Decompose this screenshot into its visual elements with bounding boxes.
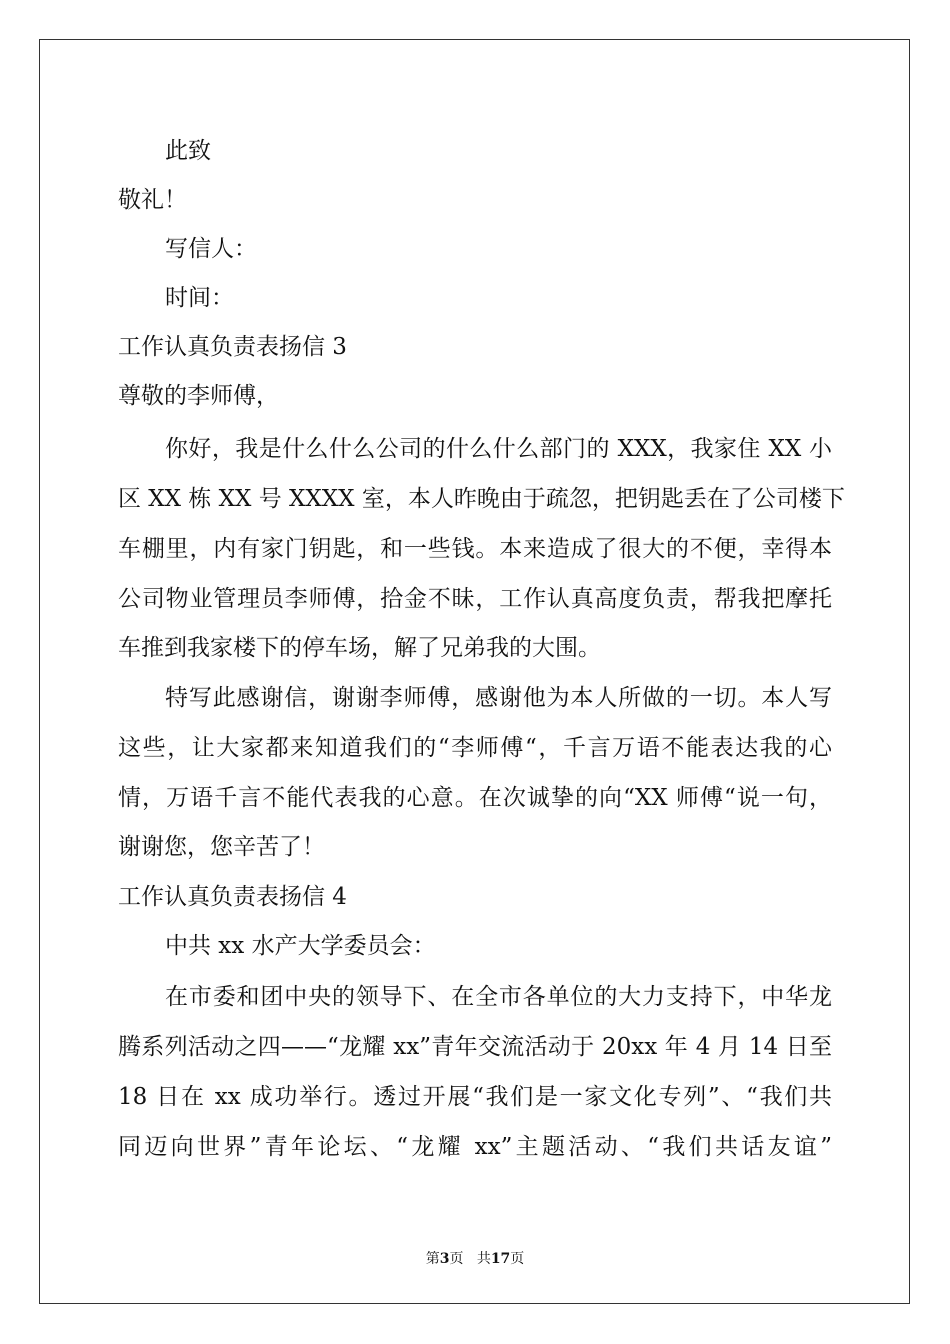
paragraph-line: 区 XX 栋 XX 号 XXXX 室，本人昨晚由于疏忽，把钥匙丢在了公司楼下 [118,486,845,512]
paragraph-line: 你好，我是什么什么公司的什么什么部门的 XXX，我家住 XX 小 [165,436,832,462]
section-heading-4: 工作认真负责表扬信 4 [118,884,347,910]
paragraph-line: 在市委和团中央的领导下、在全市各单位的大力支持下，中华龙 [165,984,832,1010]
paragraph-line: 同迈向世界”青年论坛、“龙耀 xx”主题活动、“我们共话友谊” [118,1134,832,1160]
paragraph-line: 车棚里，内有家门钥匙，和一些钱。本来造成了很大的不便，幸得本 [118,536,832,562]
section-heading-3: 工作认真负责表扬信 3 [118,334,347,360]
footer-page-total: 17 [490,1251,511,1267]
footer-page-prefix: 第 [425,1251,440,1267]
writer-label: 写信人： [165,236,257,262]
footer-total-unit: 页 [510,1251,525,1267]
paragraph-line: 公司物业管理员李师傅，拾金不昧，工作认真高度负责，帮我把摩托 [118,586,832,612]
page-footer [0,1248,950,1268]
footer-page-unit: 页 [449,1251,464,1267]
date-label: 时间： [165,285,234,311]
letter-greeting: 尊敬的李师傅， [118,383,279,409]
addressee-line: 中共 xx 水产大学委员会： [165,933,436,959]
paragraph-line: 谢谢您，您辛苦了！ [118,834,325,860]
paragraph-line: 情，万语千言不能代表我的心意。在次诚挚的向“XX 师傅“说一句， [118,785,832,811]
closing-line: 此致 [165,138,211,164]
salutation-line: 敬礼！ [118,187,187,213]
page-frame [39,39,910,1304]
paragraph-line: 特写此感谢信，谢谢李师傅，感谢他为本人所做的一切。本人写 [165,685,832,711]
footer-page-current: 3 [439,1251,450,1267]
paragraph-line: 这些，让大家都来知道我们的“李师傅“，千言万语不能表达我的心 [118,735,832,761]
paragraph-line: 车推到我家楼下的停车场，解了兄弟我的大围。 [118,635,601,661]
paragraph-line: 腾系列活动之四——“龙耀 xx”青年交流活动于 20xx 年 4 月 14 日至 [118,1034,832,1060]
paragraph-line: 18 日在 xx 成功举行。透过开展“我们是一家文化专列”、“我们共 [118,1084,832,1110]
footer-total-prefix: 共 [476,1251,491,1267]
